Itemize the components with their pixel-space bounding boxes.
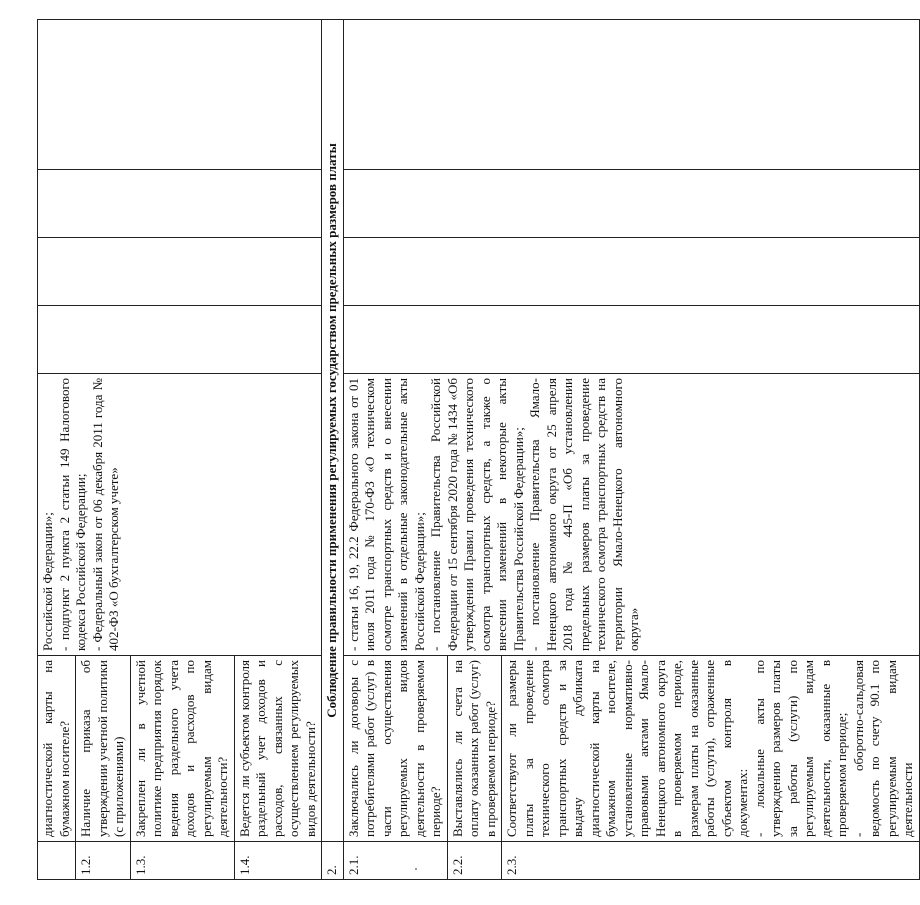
- reference-cell: [343, 374, 919, 656]
- text-line: - подпункт 2 пункта 2 статьи 149 Налогового кодекса Российской Федерации;: [56, 378, 88, 651]
- text-line: - Федеральный закон от 06 декабря 2011 года № 402-ФЗ «О бухгалтерском учете»: [89, 378, 121, 651]
- reference-text: [40, 378, 123, 651]
- section-row: [322, 20, 344, 880]
- reference-text-2: - постановление Правительства Российской Федерации от 15 сентября 2020 года № 1434 «Об утверждении Правил проведения технического осмотра транспортных средств, а также о внесении изменений в некоторые акты Правительства Российской Федерации»;: [428, 378, 526, 651]
- section-title: Соблюдение правильности применения регулируемых государством предельных размеров платы: [322, 20, 344, 842]
- reference-cell: [38, 374, 322, 656]
- scan-speck: [415, 868, 417, 870]
- criterion-cell: Выставлялись ли счета на оплату оказанных работ (услуг) в проверяемом периоде?: [447, 656, 502, 842]
- row-number: 2.3.: [502, 842, 920, 880]
- table-row: [38, 20, 76, 880]
- criterion-cell: Заключались ли договоры с потребителями работ (услуг) в части осуществления регулируемых видов деятельности в проверяемом периоде?: [343, 656, 447, 842]
- text-line: Соответствуют ли размеры платы за проведение технического осмотра транспортных средств и за выдачу дубликата диагностической карты на бумажном носителе, установленные нормативно-правовыми актами Ямало-Ненецкого автономного округа в проверяемом периоде, размерам платы на оказанные работы (услуги), отраженные субъектом контроля в документах:: [504, 660, 750, 837]
- criterion-text: [504, 660, 917, 837]
- empty-cell: [343, 306, 919, 374]
- criterion-cell: диагностической карты на бумажном носителе?: [38, 656, 76, 842]
- text-line: - локальные акты по утверждению размеров платы за работы (услуги) по регулируемым видам деятельности, оказанные в проверяемом периоде;: [751, 660, 849, 837]
- table-row: [343, 20, 447, 880]
- row-number: 1.3.: [130, 842, 234, 880]
- empty-cell: [343, 170, 919, 238]
- checklist-table-landscape: [37, 20, 915, 880]
- empty-cell: [38, 20, 322, 170]
- row-number: 2.1.: [343, 842, 447, 880]
- row-number: 1.4.: [234, 842, 322, 880]
- empty-cell: [343, 238, 919, 306]
- empty-cell: [343, 20, 919, 170]
- text-line: Российской Федерации»;: [40, 512, 55, 651]
- criterion-cell: Закреплен ли в учетной политике предприятия порядок ведения раздельного учета доходов и расходов по регулируемым видам деятельности?: [130, 656, 234, 842]
- text-line: - оборотно-сальдовая ведомость по счету 90.1 по регулируемым видам деятельности: [850, 660, 915, 837]
- empty-cell: [38, 170, 322, 238]
- criterion-cell: [502, 656, 920, 842]
- reference-text-3: - постановление Правительства Ямало-Ненецкого автономного округа от 25 апреля 2018 года № 445-П «Об установлении предельных размеров платы за проведение технического осмотра транспортных средств на территории Ямало-Ненецкого автономного округа»: [527, 378, 641, 651]
- reference-text-1: - статьи 16, 19, 22.2 Федерального закона от 01 июля 2011 года № 170-ФЗ «О техническом осмотре транспортных средств и о внесении изменений в отдельные законодательные акты Российской Федерации»;: [345, 378, 427, 651]
- row-number: 1.2.: [76, 842, 131, 880]
- criterion-cell: Наличие приказа об утверждении учетной политики (с приложениями): [76, 656, 131, 842]
- empty-cell: [38, 306, 322, 374]
- criterion-cell: Ведется ли субъектом контроля раздельный учет доходов и расходов, связанных с осуществлением регулируемых видов деятельности?: [234, 656, 322, 842]
- empty-cell: [38, 238, 322, 306]
- row-number: [38, 842, 76, 880]
- section-number: 2.: [322, 842, 344, 880]
- checklist-table: [37, 19, 920, 880]
- row-number: 2.2.: [447, 842, 502, 880]
